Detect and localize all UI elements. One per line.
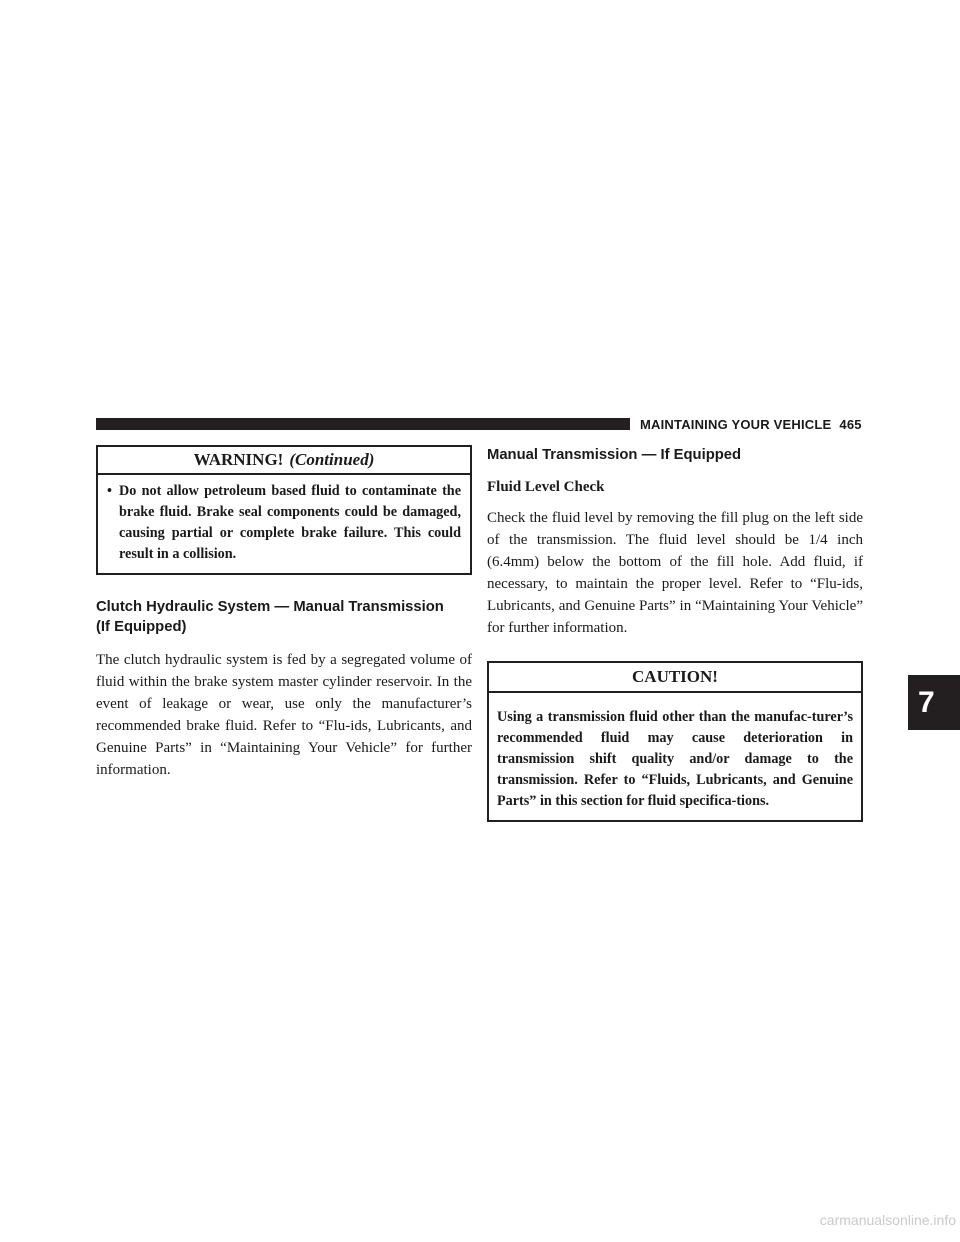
warning-header <box>98 447 470 475</box>
warning-body <box>98 475 470 573</box>
warning-continued: (Continued) <box>289 450 375 469</box>
footer-watermark <box>0 1212 960 1228</box>
warning-item-text: Do not allow petroleum based fluid to contaminate the brake fluid. Brake seal components could be damaged, causing partial or complete brake failure. This could result in a collision. <box>119 483 461 562</box>
warning-bullet-item <box>107 481 461 565</box>
warning-title: WARNING! <box>193 450 284 469</box>
bullet-dot: • <box>107 483 112 499</box>
caution-title: CAUTION! <box>489 663 861 693</box>
fluid-level-check-heading: Fluid Level Check <box>487 479 605 495</box>
warning-box <box>96 445 472 575</box>
caution-body: Using a transmission fluid other than the manufac-turer’s recommended fluid may cause deterioration in transmission shift quality and/or damage to the transmission. Refer to “Fluids, Lubricants, and Genuine Parts” in this section for fluid specifica-tions. <box>497 709 853 809</box>
footer-text: carmanualsonline.info <box>819 1212 956 1228</box>
header-rule <box>96 418 630 430</box>
manual-transmission-heading: Manual Transmission — If Equipped <box>487 447 742 463</box>
caution-box <box>487 661 863 822</box>
right-column <box>487 445 863 822</box>
clutch-body: The clutch hydraulic system is fed by a segregated volume of fluid within the brake system master cylinder reservoir. In the event of leakage or wear, use only the manufacturer’s recommended brake fluid. Refer to “Flu-ids, Lubricants, and Genuine Parts” in “Maintaining Your Vehicle” for further information. <box>96 652 472 778</box>
chapter-tab: 7 <box>908 675 960 730</box>
manual-transmission-body: Check the fluid level by removing the fill plug on the left side of the transmission. The fluid level should be 1/4 inch (6.4mm) below the bottom of the fill hole. Add fluid, if necessary, to maintain the proper level. Refer to “Flu-ids, Lubricants, and Genuine Parts” in “Maintaining Your Vehicle” for further information. <box>487 510 863 636</box>
section-title: MAINTAINING YOUR VEHICLE <box>640 417 832 432</box>
page-number: 465 <box>839 417 862 432</box>
running-header <box>640 417 870 432</box>
clutch-heading <box>96 597 472 637</box>
clutch-heading-line2: (If Equipped) <box>96 619 187 635</box>
clutch-heading-line1: Clutch Hydraulic System — Manual Transmission <box>96 599 444 615</box>
left-column <box>96 445 472 781</box>
